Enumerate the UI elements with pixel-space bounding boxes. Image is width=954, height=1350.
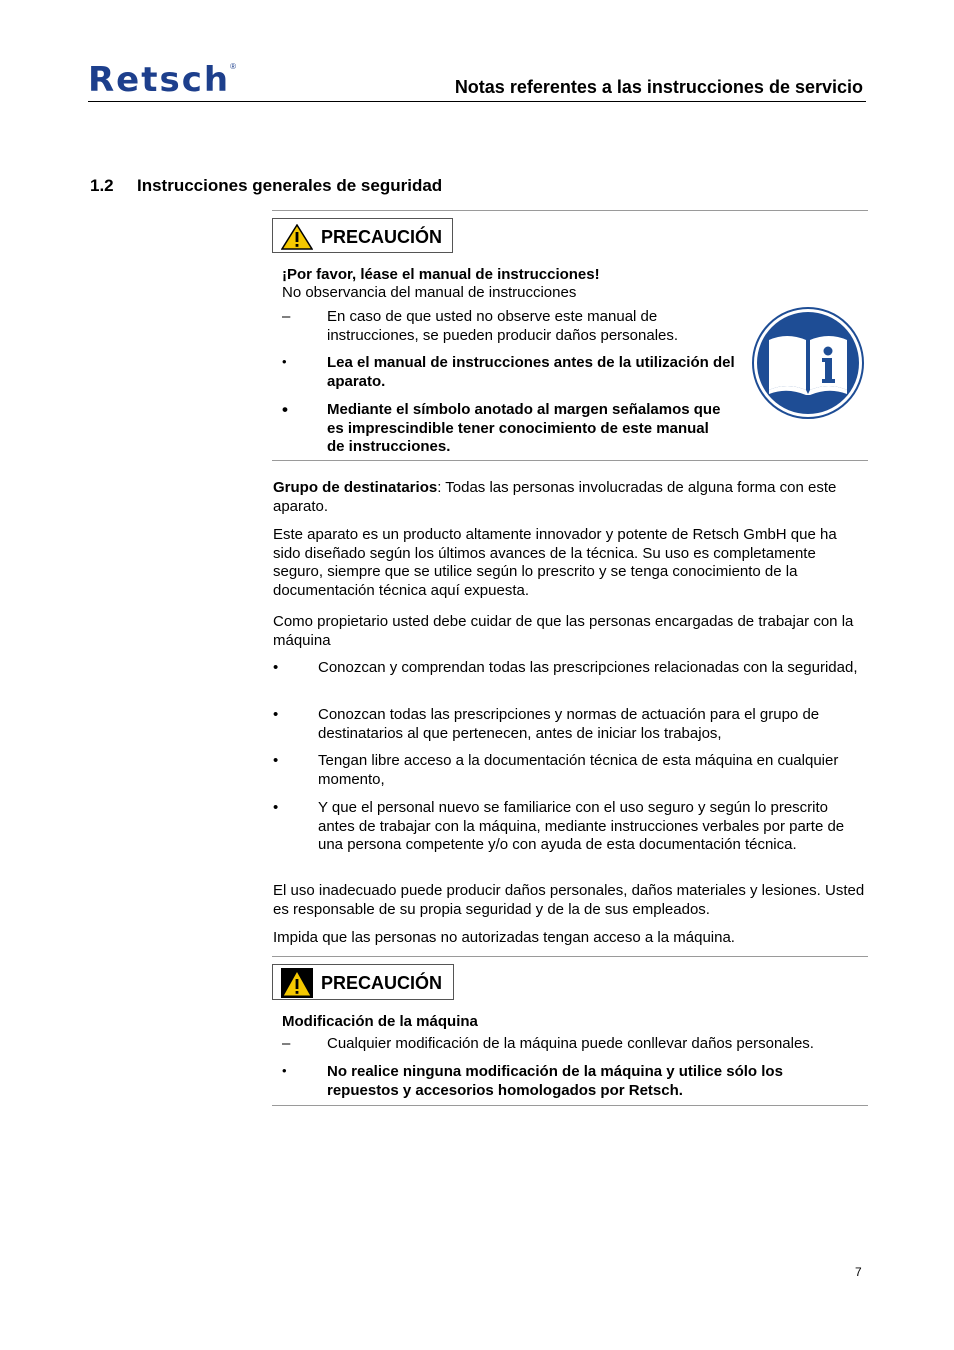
header-title: Notas referentes a las instrucciones de servicio <box>454 77 863 97</box>
divider <box>272 210 868 211</box>
bullet-marker: • <box>273 659 279 676</box>
retsch-logo <box>88 62 258 98</box>
bullet-marker: • <box>273 799 279 816</box>
warning-triangle-icon <box>281 224 313 250</box>
caution-item: No realice ninguna modificación de la máquina y utilice sólo los repuestos y accesorios homologados por Retsch. <box>327 1063 783 1099</box>
logo-text: Retsch <box>88 60 231 100</box>
list-item: Y que el personal nuevo se familiarice con el uso seguro y según lo prescrito antes de trabajar con la máquina, mediante instrucciones verbales por parte de una persona competente y/o con ayuda de esta documentación técnica. <box>318 799 845 853</box>
caution-heading: Modificación de la máquina <box>282 1013 478 1030</box>
bullet-marker: • <box>282 1063 287 1078</box>
target-group-text: : Todas las personas involucradas de alguna forma con este aparato. <box>273 479 837 515</box>
caution-item: Cualquier modificación de la máquina puede conllevar daños personales. <box>327 1035 814 1052</box>
paragraph: Este aparato es un producto altamente innovador y potente de Retsch GmbH que ha sido diseñado según los últimos avances de la técnica. Su uso es completamente seguro, siempre que se utilice según lo prescrito y se tenga conocimiento de la documentación técnica aquí expuesta. <box>273 526 837 599</box>
divider <box>272 956 868 957</box>
list-item: Conozcan todas las prescripciones y normas de actuación para el grupo de destinatarios al que pertenecen, antes de iniciar los trabajos, <box>318 706 820 742</box>
divider <box>272 460 868 461</box>
paragraph: El uso inadecuado puede producir daños personales, daños materiales y lesiones. Usted es responsable de su propia seguridad y de la de sus empleados. <box>273 882 865 918</box>
warning-triangle-icon <box>281 968 313 998</box>
caution-box <box>272 218 453 253</box>
section-number: 1.2 <box>90 176 114 195</box>
caution-label: PRECAUCIÓN <box>321 227 443 247</box>
bullet-marker: • <box>273 752 279 769</box>
bullet-marker: • <box>282 400 288 419</box>
bullet-marker: • <box>282 354 287 369</box>
section-title: Instrucciones generales de seguridad <box>137 176 443 195</box>
read-manual-icon <box>751 306 865 420</box>
paragraph: Como propietario usted debe cuidar de que las personas encargadas de trabajar con la máquina <box>273 613 854 649</box>
paragraph: Impida que las personas no autorizadas tengan acceso a la máquina. <box>273 929 735 946</box>
list-item: Conozcan y comprendan todas las prescripciones relacionadas con la seguridad, <box>318 659 858 676</box>
caution-subheading: No observancia del manual de instrucciones <box>282 284 577 301</box>
caution-label: PRECAUCIÓN <box>321 973 443 993</box>
logo-registered-mark: ® <box>230 62 236 71</box>
caution-item: Lea el manual de instrucciones antes de la utilización del aparato. <box>327 354 735 390</box>
caution-item: Mediante el símbolo anotado al margen señalamos que es imprescindible tener conocimiento de este manual de instrucciones. <box>327 401 721 455</box>
header-divider <box>88 101 866 102</box>
caution-heading: ¡Por favor, léase el manual de instrucciones! <box>282 266 600 283</box>
divider <box>272 1105 868 1106</box>
dash-marker: – <box>282 308 291 325</box>
page-number: 7 <box>855 1265 862 1279</box>
bullet-marker: • <box>273 706 279 723</box>
target-group-paragraph <box>273 479 867 516</box>
dash-marker: – <box>282 1035 291 1052</box>
list-item: Tengan libre acceso a la documentación técnica de esta máquina en cualquier momento, <box>318 752 839 788</box>
caution-item: En caso de que usted no observe este manual de instrucciones, se pueden producir daños personales. <box>327 308 679 344</box>
caution-box <box>272 964 454 1000</box>
target-group-label: Grupo de destinatarios <box>273 479 438 496</box>
